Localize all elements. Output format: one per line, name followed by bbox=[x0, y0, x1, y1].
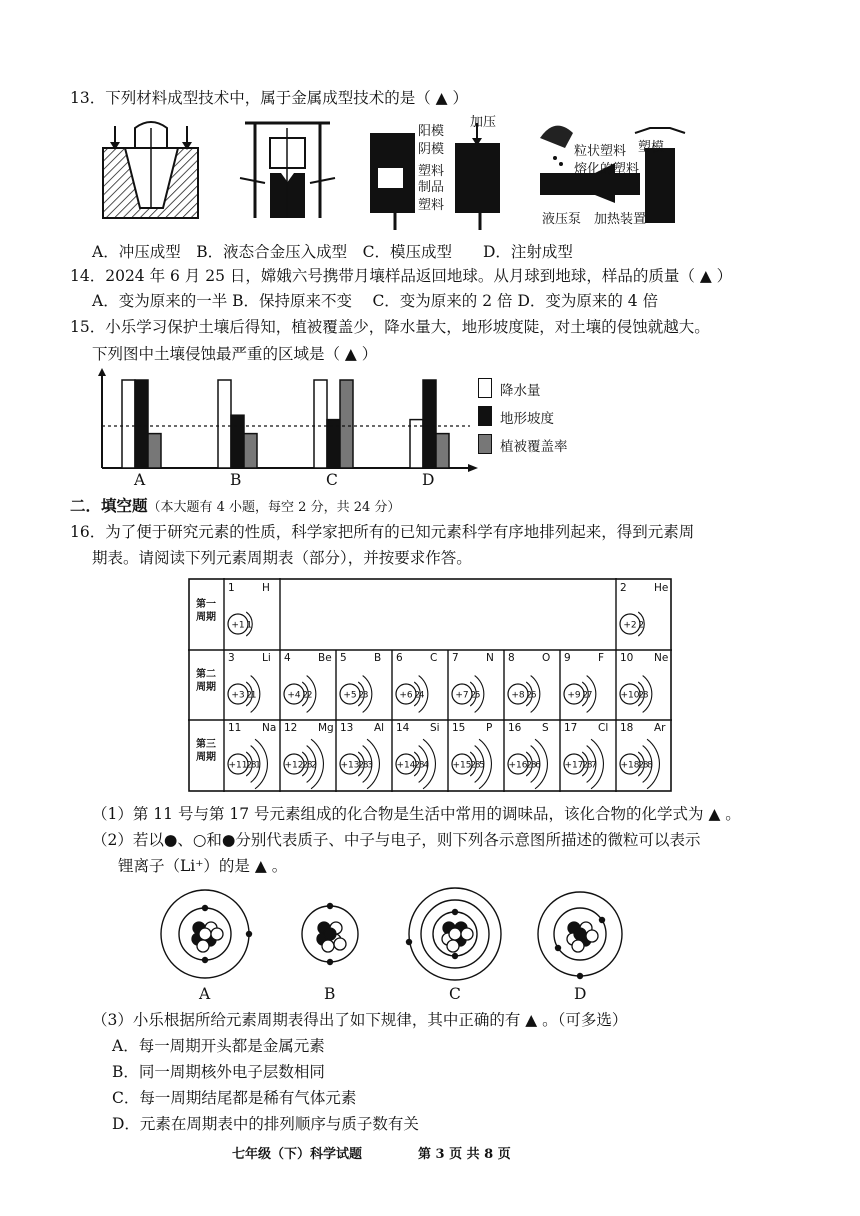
element-number-2: 2 bbox=[620, 582, 627, 594]
shell-electrons-P-2: 8 bbox=[474, 760, 481, 771]
q15-stem-2: 下列图中土壤侵蚀最严重的区域是（ ▲ ） bbox=[92, 345, 378, 363]
footer-right: 第 3 页 共 8 页 bbox=[418, 1147, 511, 1162]
element-number-3: 3 bbox=[228, 652, 235, 664]
shell-electrons-Ar-1: 2 bbox=[638, 760, 645, 771]
element-number-5: 5 bbox=[340, 652, 347, 664]
bar-C-2 bbox=[340, 380, 353, 468]
fig-label-lizhuang: 粒状塑料 bbox=[574, 144, 627, 159]
nucleus-charge-Li: +3 bbox=[231, 690, 245, 701]
atom-label-B: B bbox=[324, 985, 336, 1003]
element-symbol-Na: Na bbox=[262, 722, 277, 734]
y-axis-arrow bbox=[98, 368, 106, 376]
legend-swatch-0 bbox=[478, 378, 492, 398]
fig-label-jiare: 加热装置 bbox=[594, 212, 647, 227]
element-number-13: 13 bbox=[340, 722, 354, 734]
element-number-11: 11 bbox=[228, 722, 242, 734]
atom-diagram-D bbox=[538, 892, 622, 979]
periodic-table bbox=[188, 578, 672, 792]
nucleus-charge-Al: +13 bbox=[340, 760, 360, 771]
bar-A-1 bbox=[135, 380, 148, 468]
q16-stem-1: 16．为了便于研究元素的性质，科学家把所有的已知元素科学有序地排列起来，得到元素周 bbox=[70, 523, 695, 541]
shell-electrons-Cl-1: 2 bbox=[582, 760, 589, 771]
shell-electrons-Ne-1: 2 bbox=[638, 690, 645, 701]
element-symbol-Ne: Ne bbox=[654, 652, 669, 664]
shell-electrons-Mg-3: 2 bbox=[311, 760, 317, 771]
shell-electrons-Si-2: 8 bbox=[418, 760, 425, 771]
element-symbol-H: H bbox=[262, 582, 270, 594]
atom-diagram-B bbox=[302, 903, 358, 965]
nucleus-charge-B: +5 bbox=[343, 690, 357, 701]
bar-C-1 bbox=[327, 420, 340, 468]
atom-diagram-C bbox=[406, 888, 501, 980]
q15-stem-1: 15．小乐学习保护土壤后得知，植被覆盖少，降水量大，地形坡度陡，对土壤的侵蚀就越大。 bbox=[70, 318, 710, 336]
fig-label-zhipin: 制品 bbox=[418, 180, 445, 195]
shell-electrons-F-2: 7 bbox=[586, 690, 593, 701]
element-number-17: 17 bbox=[564, 722, 578, 734]
shell-electrons-Cl-3: 7 bbox=[591, 760, 597, 771]
element-number-10: 10 bbox=[620, 652, 634, 664]
shell-electrons-S-1: 2 bbox=[526, 760, 533, 771]
atom-structure-Na bbox=[228, 739, 267, 789]
period-label-1: 第一 周期 bbox=[196, 599, 216, 623]
shell-electrons-N-2: 5 bbox=[474, 690, 481, 701]
atom-structure-Si bbox=[396, 739, 435, 789]
legend-label-1: 地形坡度 bbox=[500, 411, 554, 427]
bar-B-2 bbox=[244, 434, 257, 468]
shell-electrons-B-2: 3 bbox=[362, 690, 369, 701]
shell-electrons-Mg-1: 2 bbox=[302, 760, 309, 771]
nucleus-charge-Be: +4 bbox=[287, 690, 301, 701]
bar-D-1 bbox=[423, 380, 436, 468]
element-symbol-Al: Al bbox=[374, 722, 385, 734]
q14-stem: 14．2024 年 6 月 25 日，嫦娥六号携带月壤样品返回地球。从月球到地球，样品的质量（ ▲ ） bbox=[70, 267, 733, 285]
nucleus-charge-Cl: +17 bbox=[564, 760, 584, 771]
atom-label-C: C bbox=[449, 985, 461, 1003]
atom-structure-Al bbox=[340, 739, 379, 789]
period-label-2: 第二 周期 bbox=[196, 669, 216, 693]
q16-sub1: （1）第 11 号与第 17 号元素组成的化合物是生活中常用的调味品，该化合物的化学式为 ▲ 。 bbox=[92, 805, 741, 823]
atom-structure-Ne bbox=[620, 676, 652, 713]
element-number-7: 7 bbox=[452, 652, 459, 664]
legend-swatch-1 bbox=[478, 406, 492, 426]
legend-swatch-2 bbox=[478, 434, 492, 454]
shell-electrons-B-1: 2 bbox=[358, 690, 365, 701]
element-number-1: 1 bbox=[228, 582, 235, 594]
q16-sub3-option-a: A．每一周期开头都是金属元素 bbox=[112, 1037, 325, 1055]
shell-electrons-S-3: 6 bbox=[535, 760, 541, 771]
element-number-16: 16 bbox=[508, 722, 522, 734]
atom-label-A: A bbox=[199, 985, 211, 1003]
shell-electrons-Cl-2: 8 bbox=[586, 760, 593, 771]
q16-sub3-option-b: B．同一周期核外电子层数相同 bbox=[112, 1063, 325, 1081]
category-label-C: C bbox=[326, 471, 338, 489]
q13-options: A．冲压成型 B．液态合金压入成型 C．模压成型 D．注射成型 bbox=[92, 243, 573, 261]
shell-electrons-P-1: 2 bbox=[470, 760, 477, 771]
shell-electrons-Li-2: 1 bbox=[250, 690, 257, 701]
shell-electrons-Be-2: 2 bbox=[306, 690, 313, 701]
fig-label-ronghua: 熔化的塑料 bbox=[574, 162, 640, 177]
shell-electrons-C-1: 2 bbox=[414, 690, 421, 701]
element-symbol-He: He bbox=[654, 582, 669, 594]
shell-electrons-N-1: 2 bbox=[470, 690, 477, 701]
element-symbol-Cl: Cl bbox=[598, 722, 609, 734]
q16-sub2-line2: 锂离子（Li⁺）的是 ▲ 。 bbox=[118, 857, 288, 875]
fig-label-yinmo: 阴模 bbox=[418, 142, 445, 157]
nucleus-charge-Si: +14 bbox=[396, 760, 416, 771]
element-symbol-S: S bbox=[542, 722, 549, 734]
bar-A-0 bbox=[122, 380, 135, 468]
q13-stem: 13．下列材料成型技术中，属于金属成型技术的是（ ▲ ） bbox=[70, 89, 468, 107]
atom-structure-P bbox=[452, 739, 491, 789]
category-label-B: B bbox=[230, 471, 242, 489]
shell-electrons-He-1: 2 bbox=[638, 620, 645, 631]
bar-D-0 bbox=[410, 420, 423, 468]
q16-sub3-option-d: D．元素在周期表中的排列顺序与质子数有关 bbox=[112, 1115, 419, 1133]
atom-structure-He bbox=[620, 612, 644, 636]
section2-title: 二．填空题 bbox=[70, 496, 148, 515]
nucleus-charge-S: +16 bbox=[508, 760, 528, 771]
fig-label-sumo: 塑模 bbox=[638, 140, 665, 155]
element-symbol-Mg: Mg bbox=[318, 722, 334, 734]
atom-structure-O bbox=[508, 676, 540, 713]
shell-electrons-S-2: 8 bbox=[530, 760, 537, 771]
shell-electrons-Na-1: 2 bbox=[246, 760, 253, 771]
element-number-15: 15 bbox=[452, 722, 466, 734]
shell-electrons-Al-2: 8 bbox=[362, 760, 369, 771]
element-number-8: 8 bbox=[508, 652, 515, 664]
atom-structure-Be bbox=[284, 676, 316, 713]
q14-options: A．变为原来的一半 B．保持原来不变 C．变为原来的 2 倍 D．变为原来的 4 倍 bbox=[92, 292, 659, 310]
shell-electrons-O-1: 2 bbox=[526, 690, 533, 701]
atom-structure-N bbox=[452, 676, 484, 713]
die-casting-figure bbox=[240, 123, 335, 218]
fig-label-jiaya: 加压 bbox=[470, 115, 497, 130]
atom-structure-H bbox=[228, 612, 252, 636]
element-symbol-F: F bbox=[598, 652, 605, 664]
stamping-figure bbox=[103, 122, 198, 218]
nucleus-charge-Na: +11 bbox=[228, 760, 248, 771]
nucleus-charge-F: +9 bbox=[567, 690, 581, 701]
element-number-18: 18 bbox=[620, 722, 634, 734]
nucleus-charge-Mg: +12 bbox=[284, 760, 304, 771]
shell-electrons-Ar-3: 8 bbox=[647, 760, 653, 771]
footer-left: 七年级（下）科学试题 bbox=[232, 1147, 363, 1162]
nucleus-charge-O: +8 bbox=[511, 690, 525, 701]
q16-stem-2: 期表。请阅读下列元素周期表（部分），并按要求作答。 bbox=[92, 549, 472, 567]
nucleus-charge-C: +6 bbox=[399, 690, 413, 701]
fig-label-yangmo: 阳模 bbox=[418, 124, 445, 139]
atom-structure-Ar bbox=[620, 739, 659, 789]
shell-electrons-F-1: 2 bbox=[582, 690, 589, 701]
element-number-9: 9 bbox=[564, 652, 571, 664]
category-label-D: D bbox=[422, 471, 435, 489]
shell-electrons-H-1: 1 bbox=[246, 620, 253, 631]
shell-electrons-Mg-2: 8 bbox=[306, 760, 313, 771]
atom-structure-F bbox=[564, 676, 596, 713]
atom-structure-Cl bbox=[564, 739, 603, 789]
bar-A-2 bbox=[148, 434, 161, 468]
atom-structure-B bbox=[340, 676, 372, 713]
element-symbol-C: C bbox=[430, 652, 438, 664]
shell-electrons-O-2: 6 bbox=[530, 690, 537, 701]
nucleus-charge-Ne: +10 bbox=[620, 690, 640, 701]
atom-structure-Mg bbox=[284, 739, 323, 789]
element-number-4: 4 bbox=[284, 652, 291, 664]
legend-label-0: 降水量 bbox=[500, 383, 541, 399]
fig-label-suliao: 塑料 bbox=[418, 198, 445, 213]
fig-label-yeyabeng: 液压泵 bbox=[542, 212, 582, 227]
atom-label-D: D bbox=[574, 985, 587, 1003]
shell-electrons-Ar-2: 8 bbox=[642, 760, 649, 771]
shell-electrons-Na-2: 8 bbox=[250, 760, 257, 771]
element-symbol-Be: Be bbox=[318, 652, 332, 664]
element-symbol-N: N bbox=[486, 652, 494, 664]
shell-electrons-Li-1: 2 bbox=[246, 690, 253, 701]
bar-B-0 bbox=[218, 380, 231, 468]
section2-note: （本大题有 4 小题，每空 2 分，共 24 分） bbox=[147, 500, 401, 515]
q16-sub3-option-c: C．每一周期结尾都是稀有气体元素 bbox=[112, 1089, 357, 1107]
shell-electrons-C-2: 4 bbox=[418, 690, 425, 701]
bar-D-2 bbox=[436, 434, 449, 468]
shell-electrons-Si-1: 2 bbox=[414, 760, 421, 771]
section2-header bbox=[70, 496, 400, 518]
atom-structure-S bbox=[508, 739, 547, 789]
shell-electrons-Ne-2: 8 bbox=[642, 690, 649, 701]
atom-structure-C bbox=[396, 676, 428, 713]
fig-label-suliao-1: 塑料 bbox=[418, 164, 445, 179]
x-axis-arrow bbox=[468, 464, 478, 472]
bar-B-1 bbox=[231, 415, 244, 468]
q16-sub3: （3）小乐根据所给元素周期表得出了如下规律，其中正确的有 ▲ 。（可多选） bbox=[92, 1011, 628, 1029]
element-symbol-Li: Li bbox=[262, 652, 271, 664]
shell-electrons-P-3: 5 bbox=[479, 760, 485, 771]
element-symbol-Si: Si bbox=[430, 722, 440, 734]
legend-label-2: 植被覆盖率 bbox=[500, 439, 568, 455]
element-symbol-Ar: Ar bbox=[654, 722, 666, 734]
shell-electrons-Al-3: 3 bbox=[367, 760, 373, 771]
atom-structure-Li bbox=[228, 676, 260, 713]
element-symbol-B: B bbox=[374, 652, 382, 664]
q16-sub2-line1: （2）若以●、○和●分别代表质子、中子与电子，则下列各示意图所描述的微粒可以表示 bbox=[92, 831, 701, 849]
nucleus-charge-P: +15 bbox=[452, 760, 472, 771]
shell-electrons-Be-1: 2 bbox=[302, 690, 309, 701]
period-label-3: 第三 周期 bbox=[196, 739, 216, 763]
atom-diagram-A bbox=[161, 890, 252, 978]
nucleus-charge-H: +1 bbox=[231, 620, 245, 631]
bar-C-0 bbox=[314, 380, 327, 468]
element-symbol-P: P bbox=[486, 722, 493, 734]
shell-electrons-Na-3: 1 bbox=[255, 760, 261, 771]
element-symbol-O: O bbox=[542, 652, 551, 664]
shell-electrons-Al-1: 2 bbox=[358, 760, 365, 771]
element-number-6: 6 bbox=[396, 652, 403, 664]
shell-electrons-Si-3: 4 bbox=[423, 760, 429, 771]
element-number-14: 14 bbox=[396, 722, 410, 734]
nucleus-charge-He: +2 bbox=[623, 620, 637, 631]
element-number-12: 12 bbox=[284, 722, 298, 734]
nucleus-charge-Ar: +18 bbox=[620, 760, 640, 771]
category-label-A: A bbox=[134, 471, 146, 489]
nucleus-charge-N: +7 bbox=[455, 690, 469, 701]
